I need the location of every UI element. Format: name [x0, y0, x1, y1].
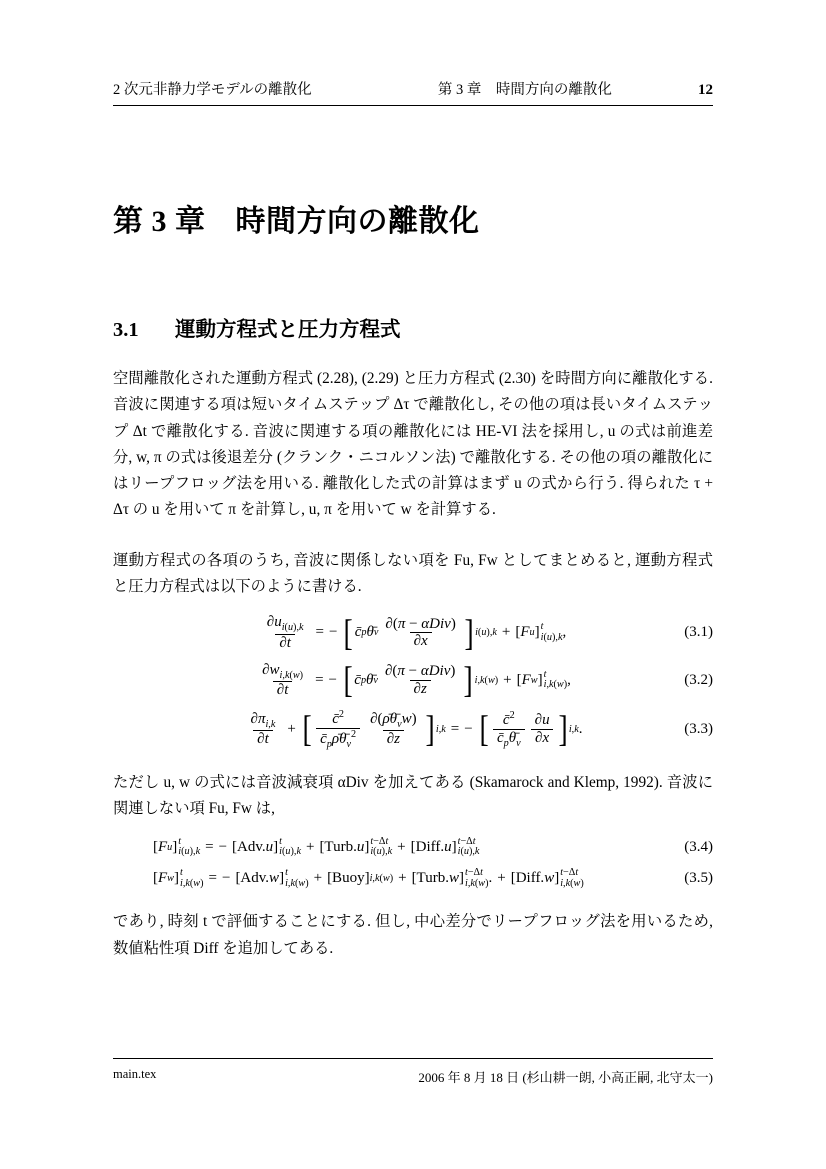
chapter-name: 時間方向の離散化 — [235, 205, 480, 238]
equation-3-4-body: [ F u ] t i(u),k = − [Adv. u ] t i(u),k + [Turb. u ] t−Δt i(u),k + [Diff. u ] t−Δt i(u),k — [153, 835, 480, 858]
equation-3-3-body: $\frac{\partial\pi_{i,k}}{\partial t}$ + [ $\frac{c̄^2}{c̄_p\rhō\thetā_v^2}$ $\frac{\partial(\rhō\thetā_vw)}{\partial z}$ ] i,k = − [ $\frac{c̄^2}{c̄_p\thetā_v}$ $\frac{\partial u}{\partial x}$ ] i,k . — [250, 708, 583, 750]
page-content — [113, 78, 713, 962]
header-page-number: 12 — [698, 82, 713, 98]
equation-3-3 — [113, 709, 713, 750]
equation-3-1-body: $\frac{\partial u_{i(u),k}}{\partial t}$ = − [ c̄ p θ̄ v $\frac{\text{∂(π − αDiv)}}{\partial x}$ ] i(u),k + [ F u ] t i(u),k , — [266, 611, 567, 653]
equation-3-2-tag: (3.2) — [684, 671, 713, 688]
footer-date-authors: 2006 年 8 月 18 日 (杉山耕一朗, 小高正嗣, 北守太一) — [418, 1070, 713, 1085]
equation-3-2 — [113, 659, 713, 701]
equation-3-1 — [113, 611, 713, 653]
equation-3-5 — [113, 868, 713, 889]
equation-3-4 — [113, 837, 713, 858]
paragraph-4: であり, 時刻 t で評価することにする. 但し, 中心差分でリープフロッグ法を用いるため, 数値粘性項 Diff を追加してある. — [113, 913, 713, 957]
section-heading — [113, 312, 713, 342]
header-chapter-title: 第 3 章 時間方向の離散化 — [437, 82, 612, 98]
equation-3-4-tag: (3.4) — [684, 838, 713, 855]
running-header — [113, 78, 713, 106]
equation-3-5-body: [ F w ] t i,k(w) = − [Adv. w ] t i,k(w) + [Buoy] i,k(w) + [Turb. w ] t−Δt i,k(w) . + [Diff. w ] t−Δt i,k(w) — [153, 867, 584, 889]
page-footer — [113, 1058, 713, 1086]
footer-filename: main.tex — [113, 1067, 157, 1081]
equation-block-forcing — [113, 837, 713, 890]
equation-block-motion — [113, 611, 713, 750]
equation-3-3-tag: (3.3) — [684, 720, 713, 737]
equation-3-1-tag: (3.1) — [684, 624, 713, 641]
header-left-title: 2 次元非静力学モデルの離散化 — [113, 82, 312, 98]
section-number: 3.1 — [113, 319, 139, 341]
section-name: 運動方程式と圧力方程式 — [175, 319, 401, 341]
equation-3-2-body: $\frac{\partial w_{i,k(w)}}{\partial t}$ = − [ c̄ p θ̄ v $\frac{\text{∂(π − αDiv)}}{\partial z}$ ] i,k(w) + [ F w ] t i,k(w) , — [262, 659, 571, 701]
paragraph-2: 運動方程式の各項のうち, 音波に関係しない項を Fu, Fw としてまとめると, 運動方程式と圧力方程式は以下のように書ける. — [113, 551, 713, 596]
paragraph-1: 空間離散化された運動方程式 (2.28), (2.29) と圧力方程式 (2.30) を時間方向に離散化する. 音波に関連する項は短いタイムステップ Δτ で離散化し, その他の項は長いタイムステップ Δt で離散化する. 音波に関連する項の離散化には HE-VI 法を採用し, u の式は前進差分, w, π の式は後退差分 (クランク・ニコルソン法) で離散化する. その他の項の離散化にはリープフロッグ法を用いる. 離散化した式の計算はまず u の式から行う. 得られた τ + Δτ の u を用いて π を計算し, u, π を用いて w を計算する. — [113, 370, 713, 519]
equation-3-5-tag: (3.5) — [684, 870, 713, 887]
chapter-number: 第 3 章 — [113, 205, 206, 238]
chapter-heading — [113, 196, 713, 240]
paragraph-3: ただし u, w の式には音波減衰項 αDiv を加えてある (Skamarock and Klemp, 1992). 音波に関連しない項 Fu, Fw は, — [113, 774, 713, 818]
